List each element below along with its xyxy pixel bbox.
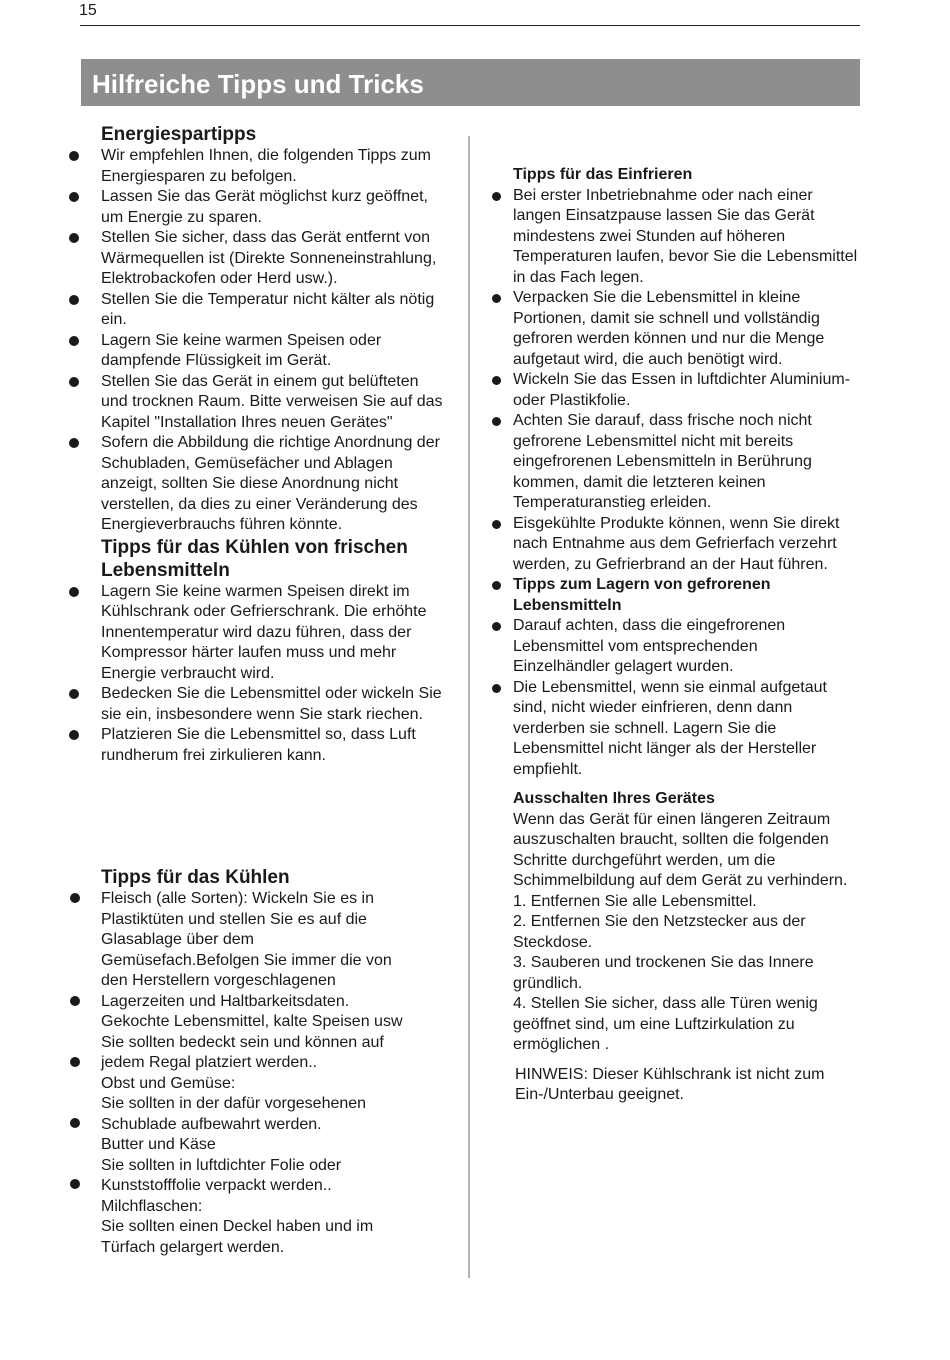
spacer: [513, 1056, 858, 1065]
freezing-heading: Tipps für das Einfrieren: [513, 166, 693, 183]
text-line: Glasablage über dem: [101, 931, 254, 948]
step-item: 1. Entfernen Sie alle Lebensmittel.: [513, 892, 757, 910]
text-line: Fleisch (alle Sorten): Wickeln Sie es in: [101, 890, 374, 907]
bullet-icon: [492, 376, 501, 385]
spacer: [513, 780, 858, 789]
bullet-icon: [69, 689, 79, 699]
cooling-lines: [101, 889, 446, 1258]
text-line: Plastiktüten und stellen Sie es auf die: [101, 910, 367, 928]
text-line: Milchflaschen:: [101, 1197, 203, 1215]
list-item: Stellen Sie die Temperatur nicht kälter als nötig ein.: [101, 290, 446, 331]
text-line: Obst und Gemüse:: [101, 1074, 236, 1092]
energy-heading: Energiespartipps: [101, 124, 257, 145]
text-line: Sie sollten in der dafür vorgesehenen: [101, 1095, 367, 1112]
bullet-icon: [70, 1179, 80, 1189]
step-item: 4. Stellen Sie sicher, dass alle Türen wenig geöffnet sind, um eine Luftzirkulation zu ermöglichen .: [513, 995, 818, 1053]
bullet-icon: [69, 730, 79, 740]
bullet-icon: [492, 622, 501, 631]
step-item: 2. Entfernen Sie den Netzstecker aus der Steckdose.: [513, 913, 806, 951]
text-line: Lagerzeiten und Haltbarkeitsdaten.: [101, 992, 350, 1010]
text-line: Kunststofffolie verpackt werden..: [101, 1177, 332, 1194]
bullet-icon: [492, 581, 501, 590]
freezing-list: [513, 186, 858, 781]
cooling-section: [101, 866, 446, 1258]
fresh-food-heading: Tipps für das Kühlen von frischen Lebensmitteln: [101, 536, 408, 581]
page-number: 15: [79, 2, 97, 19]
left-column: [101, 123, 446, 766]
switch-off-heading: Ausschalten Ihres Gerätes: [513, 790, 715, 807]
list-item: Lassen Sie das Gerät möglichst kurz geöffnet, um Energie zu sparen.: [101, 187, 446, 228]
list-item: Verpacken Sie die Lebensmittel in kleine Portionen, damit sie schnell und vollständig gefroren werden können und nur die Menge aufgetaut wird, die auch benötigt wird.: [513, 288, 858, 370]
list-item: Wickeln Sie das Essen in luftdichter Aluminium- oder Plastikfolie.: [513, 370, 858, 411]
bullet-icon: [69, 295, 79, 305]
list-item: Die Lebensmittel, wenn sie einmal aufgetaut sind, nicht wieder einfrieren, denn dann verderben sie schnell. Lagern Sie die Lebensmittel nicht länger als der Hersteller empfiehlt.: [513, 678, 858, 781]
list-item: Sofern die Abbildung die richtige Anordnung der Schubladen, Gemüsefächer und Ablagen anzeigt, sollten Sie diese Anordnung nicht verstellen, da dies zu einer Veränderung des Energieverbrauchs führen könnte.: [101, 433, 446, 536]
bullet-icon: [492, 294, 501, 303]
bullet-icon: [70, 996, 80, 1006]
bullet-icon: [492, 192, 501, 201]
text-line: den Herstellern vorgeschlagenen: [101, 972, 336, 989]
text-line: Türfach gelargert werden.: [101, 1238, 285, 1256]
bullet-icon: [70, 1118, 80, 1128]
bullet-icon: [69, 377, 79, 387]
bullet-icon: [492, 417, 501, 426]
fresh-food-list: [101, 582, 446, 767]
list-item: Lagern Sie keine warmen Speisen direkt im Kühlschrank oder Gefrierschrank. Die erhöhte Innentemperatur wird dazu führen, dass der Kompressor härter laufen muss und mehr Energie verbraucht wird.: [101, 582, 446, 685]
list-item: Stellen Sie sicher, dass das Gerät entfernt von Wärmequellen ist (Direkte Sonneneinstrahlung, Elektrobackofen oder Herd usw.).: [101, 228, 446, 290]
bullet-icon: [70, 893, 80, 903]
switch-off-intro: Wenn das Gerät für einen längeren Zeitraum auszuschalten braucht, sollten die folgenden Schritte durchgeführt werden, um die Schimmelbildung auf dem Gerät zu verhindern.: [513, 810, 848, 889]
text-line: Gekochte Lebensmittel, kalte Speisen usw: [101, 1013, 403, 1030]
cooling-heading: Tipps für das Kühlen: [101, 867, 290, 888]
bullet-icon: [69, 233, 79, 243]
list-item: [513, 575, 858, 616]
storing-heading: Tipps zum Lagern von gefrorenen Lebensmitteln: [513, 576, 771, 614]
list-item: Eisgekühlte Produkte können, wenn Sie direkt nach Entnahme aus dem Gefrierfach verzehrt werden, zu Gefrierbrand an der Haut führen.: [513, 514, 858, 576]
bullet-icon: [69, 438, 79, 448]
list-item: Achten Sie darauf, dass frische noch nicht gefrorene Lebensmittel nicht mit bereits eingefrorenen Lebensmitteln in Berührung kommen, damit die letzteren keinen Temperaturanstieg erleiden.: [513, 411, 858, 514]
text-line: Sie sollten bedeckt sein und können auf: [101, 1033, 384, 1051]
energy-tips-list: [101, 146, 446, 536]
header-rule: [80, 25, 860, 26]
list-item: Lagern Sie keine warmen Speisen oder dampfende Flüssigkeit im Gerät.: [101, 331, 446, 372]
bullet-icon: [69, 192, 79, 202]
text-line: Schublade aufbewahrt werden.: [101, 1115, 322, 1133]
text-line: Butter und Käse: [101, 1136, 216, 1153]
text-line: Sie sollten einen Deckel haben und im: [101, 1218, 374, 1235]
list-item: Wir empfehlen Ihnen, die folgenden Tipps zum Energiesparen zu befolgen.: [101, 146, 446, 187]
bullet-icon: [69, 336, 79, 346]
step-item: 3. Sauberen und trockenen Sie das Innere gründlich.: [513, 954, 814, 992]
list-item: Bei erster Inbetriebnahme oder nach einer langen Einsatzpause lassen Sie das Gerät mindestens zwei Stunden auf höheren Temperaturen laufen, bevor Sie die Lebensmittel in das Fach legen.: [513, 186, 858, 289]
bullet-icon: [69, 587, 79, 597]
column-divider: [468, 136, 470, 1278]
right-column: [513, 165, 858, 1106]
page-title: Hilfreiche Tipps und Tricks: [81, 59, 860, 106]
bullet-icon: [69, 151, 79, 161]
list-item: Darauf achten, dass die eingefrorenen Lebensmittel vom entsprechenden Einzelhändler gelagert wurden.: [513, 616, 858, 678]
list-item: Bedecken Sie die Lebensmittel oder wickeln Sie sie ein, insbesondere wenn Sie stark riechen.: [101, 684, 446, 725]
bullet-icon: [70, 1057, 80, 1067]
text-line: Gemüsefach.Befolgen Sie immer die von: [101, 951, 392, 969]
bullet-icon: [492, 520, 501, 529]
list-item: Stellen Sie das Gerät in einem gut belüfteten und trocknen Raum. Bitte verweisen Sie auf das Kapitel "Installation Ihres neuen Gerätes": [101, 372, 446, 434]
bullet-icon: [492, 684, 501, 693]
list-item: Platzieren Sie die Lebensmittel so, dass Luft rundherum frei zirkulieren kann.: [101, 725, 446, 766]
note-text: HINWEIS: Dieser Kühlschrank ist nicht zum Ein-/Unterbau geeignet.: [515, 1065, 825, 1103]
text-line: Sie sollten in luftdichter Folie oder: [101, 1156, 342, 1174]
text-line: jedem Regal platziert werden..: [101, 1054, 318, 1071]
